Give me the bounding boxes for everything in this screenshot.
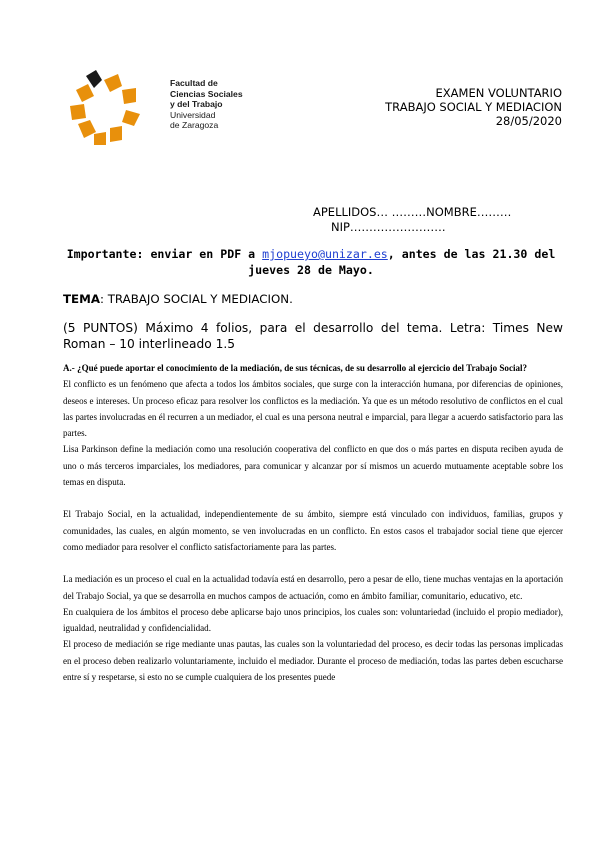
- exam-type: EXAMEN VOLUNTARIO: [435, 86, 562, 100]
- email-link[interactable]: mjopueyo@unizar.es: [262, 247, 388, 261]
- important-notice: [66, 246, 556, 278]
- student-fields: [313, 205, 511, 235]
- answer-body: [63, 360, 563, 685]
- paragraph: El Trabajo Social, en la actualidad, independientemente de su ámbito, siempre está vinculado con individuos, familias, grupos y comunidades, las cuales, en algún momento, se ven involucradas en un conflicto. En estos casos el trabajador social tiene que ejercer como mediador para resolver el conflicto satisfactoriamente para las partes.: [63, 509, 563, 552]
- notice-text: Importante: enviar en PDF a: [66, 247, 263, 261]
- name-field: APELLIDOS… ………NOMBRE………: [313, 205, 512, 219]
- logo-line: Ciencias Sociales: [170, 88, 243, 99]
- notice-deadline: , antes de las 21.30 del jueves 28 de Mayo.: [248, 247, 556, 277]
- paragraph: Lisa Parkinson define la mediación como una resolución cooperativa del conflicto en que dos o más partes en disputa reciben ayuda de uno o más terceros imparciales, los mediadores, para comunicar y alcanzar por sí mismos un acuerdo mutuamente aceptable sobre los temas en disputa.: [63, 444, 563, 488]
- logo-mark-icon: [66, 70, 166, 145]
- logo-line: Universidad: [170, 109, 216, 120]
- paragraph: El proceso de mediación se rige mediante unas pautas, las cuales son la voluntariedad del proceso, es decir todas las personas implicadas en el proceso deben realizarlo voluntariamente, incluido el mediador. Durante el proceso de mediación, todas las partes deben escucharse entre sí y respetarse, si esto no se cumple cualquiera de los presentes puede: [63, 639, 563, 683]
- paragraph: El conflicto es un fenómeno que afecta a todos los ámbitos sociales, que surge con la interacción humana, por diferencias de opiniones, deseos e intereses. Un proceso eficaz para resolver los conflictos es la mediación. Ya que es un método resolutivo de conflictos en el cual las partes involucradas en él recurren a un mediador, el cual es una persona neutral e imparcial, para llegar a acuerdo satisfactorio para las partes.: [63, 379, 563, 439]
- topic-label: TEMA: [63, 292, 100, 306]
- topic-title: : TRABAJO SOCIAL Y MEDIACION.: [99, 292, 293, 306]
- faculty-logo: [66, 70, 256, 145]
- question-heading: A.- ¿Qué puede aportar el conocimiento de la mediación, de sus técnicas, de su desarrollo al ejercicio del Trabajo Social?: [63, 363, 528, 373]
- logo-line: y del Trabajo: [170, 99, 223, 109]
- nip-field: NIP…………………….: [331, 220, 446, 234]
- logo-text: [170, 78, 243, 131]
- logo-line: de Zaragoza: [170, 120, 219, 130]
- logo-line: Facultad de: [170, 78, 218, 88]
- exam-subject: TRABAJO SOCIAL Y MEDIACION: [385, 100, 562, 114]
- instructions: (5 PUNTOS) Máximo 4 folios, para el desarrollo del tema. Letra: Times New Roman – 10 interlineado 1.5: [63, 321, 563, 351]
- exam-header: [385, 86, 562, 128]
- exam-date: 28/05/2020: [495, 114, 562, 128]
- paragraph: En cualquiera de los ámbitos el proceso debe aplicarse bajo unos principios, los cuales son: voluntariedad (incluido el propio mediador), igualdad, neutralidad y confidencialidad.: [63, 606, 563, 634]
- topic-line: [63, 292, 293, 306]
- paragraph: La mediación es un proceso el cual en la actualidad todavía está en desarrollo, pero a pesar de ello, tiene muchas ventajas en la aportación del Trabajo Social, ya que se desarrolla en muchos campos de actuación, como en ámbito familiar, comunitario, educativo, etc.: [63, 574, 563, 601]
